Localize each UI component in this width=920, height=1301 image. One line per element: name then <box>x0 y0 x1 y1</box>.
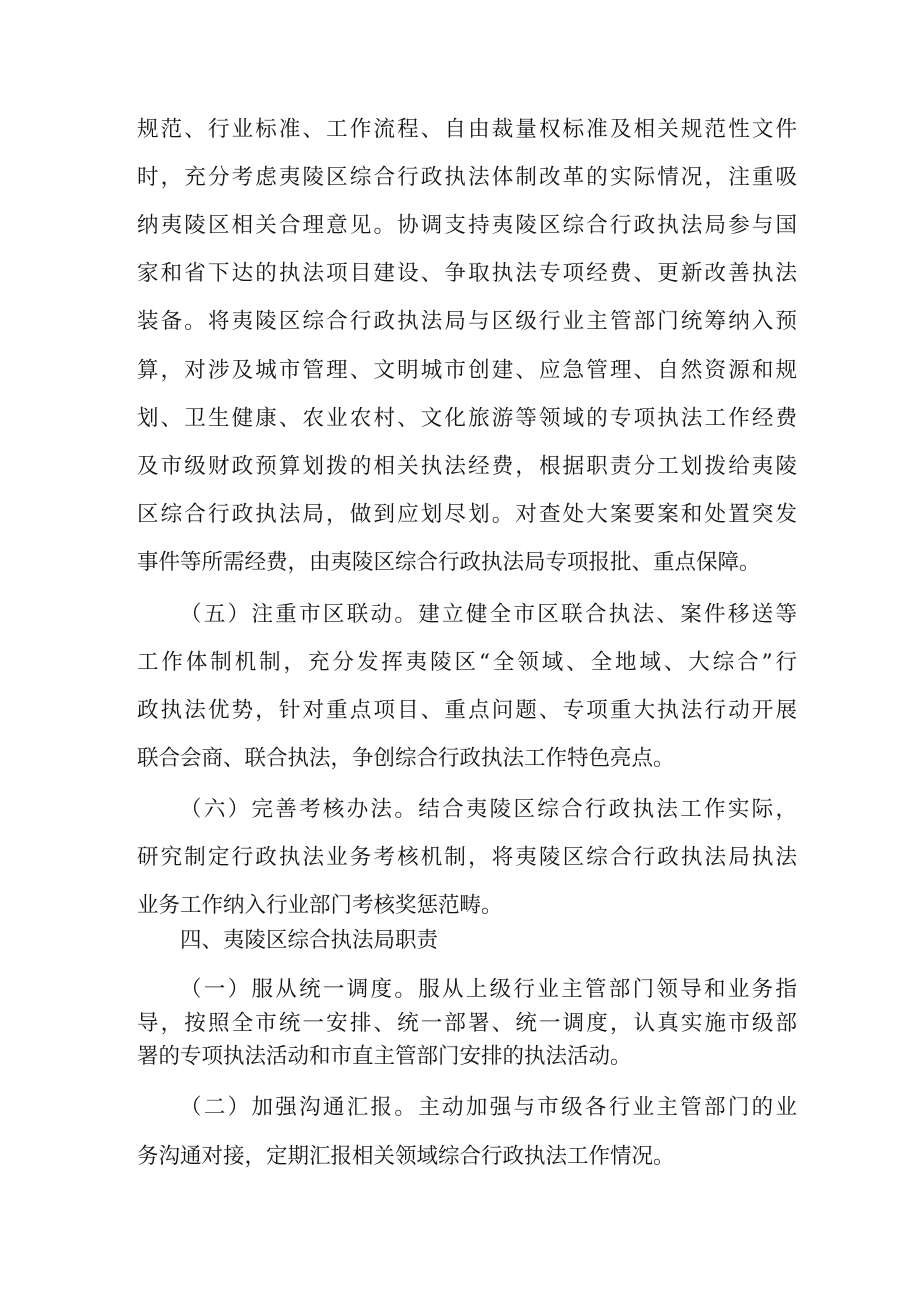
paragraph-6-start: （六）完善考核办法。结合夷陵区综合行政执法工作实际， <box>180 797 797 822</box>
section-heading: 四、夷陵区综合执法局职责 <box>180 928 439 953</box>
text-line: 区综合行政执法局，做到应划尽划。对查处大案要案和处置突发 <box>137 502 797 527</box>
text-line: 工作体制机制，充分发挥夷陵区“全领域、全地域、大综合”行 <box>137 650 797 675</box>
text-line: 业务工作纳入行业部门考核奖惩范畴。 <box>137 893 503 918</box>
text-line: 署的专项执法活动和市直主管部门安排的执法活动。 <box>137 1044 632 1069</box>
text-line: 家和省下达的执法项目建设、争取执法专项经费、更新改善执法 <box>137 261 797 286</box>
text-line: 政执法优势，针对重点项目、重点问题、专项重大执法行动开展 <box>137 698 797 723</box>
text-line: 导，按照全市统一安排、统一部署、统一调度，认真实施市级部 <box>137 1011 797 1036</box>
text-line: 事件等所需经费，由夷陵区综合行政执法局专项报批、重点保障。 <box>137 550 761 575</box>
text-line: 算，对涉及城市管理、文明城市创建、应急管理、自然资源和规 <box>137 358 797 383</box>
text-line: 时，充分考虑夷陵区综合行政执法体制改革的实际情况，注重吸 <box>137 165 797 190</box>
text-line: 务沟通对接，定期汇报相关领域综合行政执法工作情况。 <box>137 1144 675 1169</box>
text-line: 装备。将夷陵区综合行政执法局与区级行业主管部门统筹纳入预 <box>137 309 797 334</box>
text-line: 研究制定行政执法业务考核机制，将夷陵区综合行政执法局执法 <box>137 845 797 870</box>
text-line: 划、卫生健康、农业农村、文化旅游等领域的专项执法工作经费 <box>137 406 797 431</box>
text-line: 纳夷陵区相关合理意见。协调支持夷陵区综合行政执法局参与国 <box>137 213 797 238</box>
paragraph-5-start: （五）注重市区联动。建立健全市区联合执法、案件移送等 <box>180 602 797 627</box>
paragraph-1-start: （一）服从统一调度。服从上级行业主管部门领导和业务指 <box>180 977 797 1002</box>
paragraph-2-start: （二）加强沟通汇报。主动加强与市级各行业主管部门的业 <box>180 1095 797 1120</box>
text-line: 规范、行业标准、工作流程、自由裁量权标准及相关规范性文件 <box>137 117 797 142</box>
text-line: 及市级财政预算划拨的相关执法经费，根据职责分工划拨给夷陵 <box>137 454 797 479</box>
text-line: 联合会商、联合执法，争创综合行政执法工作特色亮点。 <box>137 746 675 771</box>
